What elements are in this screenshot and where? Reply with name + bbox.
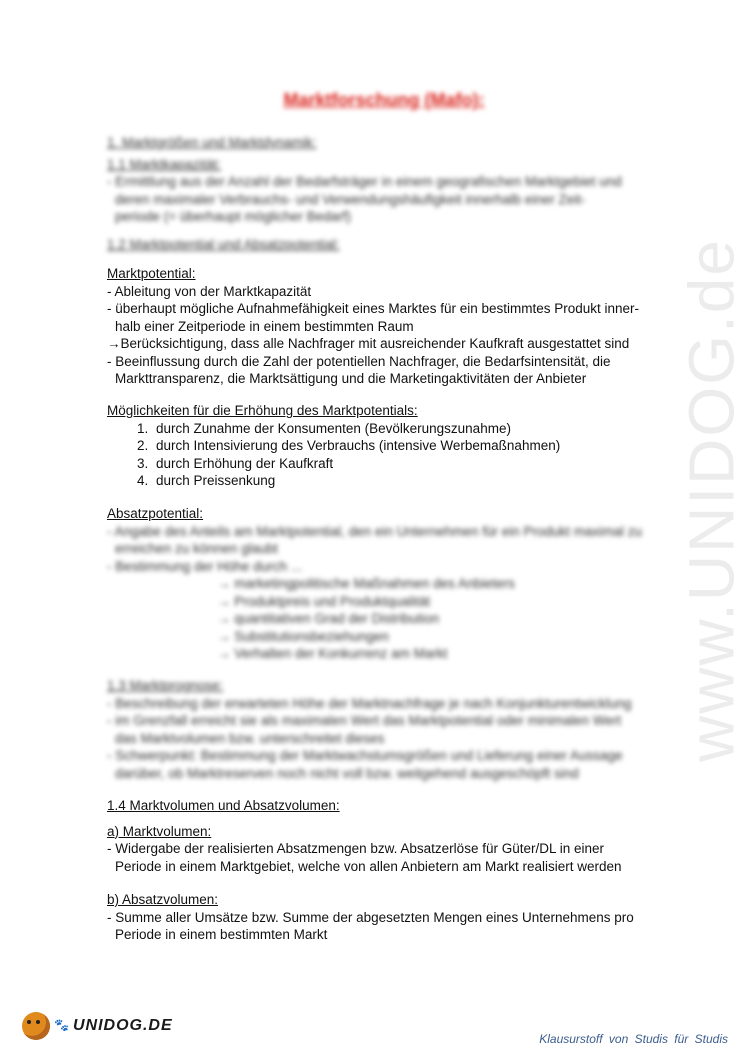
factor-item: → quantitativen Grad der Distribution [217,611,440,626]
list-item: 4. durch Preissenkung [152,472,667,490]
erhoehung-label: Möglichkeiten für die Erhöhung des Marktpotentials: [107,403,418,418]
marktprognose-section [107,677,667,782]
absatzvolumen-line: Periode in einem bestimmten Markt [115,927,328,942]
section-1-1-line: - Ermittlung aus der Anzahl der Bedarfsträger in einem geografischen Marktgebiet und [107,174,622,189]
marktpotential-line: →Berücksichtigung, dass alle Nachfrager mit ausreichender Kaufkraft ausgestattet sind [107,336,630,351]
unidog-logo[interactable] [22,1012,173,1040]
marktpotential-line: - Beeinflussung durch die Zahl der potentiellen Nachfrager, die Bedarfsintensität, die [107,353,611,369]
absatzvolumen-line: - Summe aller Umsätze bzw. Summe der abgesetzten Mengen eines Unternehmens pro [107,909,634,925]
absatzpotential-line: - Angabe des Anteils am Marktpotential, den ein Unternehmen für ein Produkt maximal zu [107,523,643,539]
marktprognose-line: das Marktvolumen bzw. unterschreitet dieses [115,730,385,746]
section-1-4-heading: 1.4 Marktvolumen und Absatzvolumen: [107,798,340,813]
footer-slogan: Klausurstoff von Studis für Studis [539,1032,728,1046]
marktprognose-heading: 1.3 Marktprognose: [107,678,224,693]
section-1-1-line: periode (= überhaupt möglicher Bedarf) [115,209,352,224]
logo-text: UNIDOG.DE [72,1017,173,1035]
marktprognose-line: - Beschreibung der erwarteten Höhe der Marktnachfrage je nach Konjunkturentwicklung [107,695,632,711]
section-1-1-heading: 1.1 Marktkapazität: [107,156,222,172]
section-1 [107,134,667,253]
list-item: 1. durch Zunahme der Konsumenten (Bevölkerungszunahme) [152,420,667,438]
marktvolumen-label: a) Marktvolumen: [107,823,212,839]
marktpotential-line: halb einer Zeitperiode in einem bestimmten Raum [115,318,414,334]
marktpotential-line: - überhaupt mögliche Aufnahmefähigkeit eines Marktes für ein bestimmtes Produkt inner- [107,301,640,316]
factor-item: → Substitutionsbeziehungen [217,628,389,644]
paw-icon: 🐾 [54,1018,69,1033]
section-1-4 [107,797,667,944]
marktprognose-line: - Schwerpunkt: Bestimmung der Marktwachstumsgrößen und Lieferung einer Aussage [107,748,623,763]
marktvolumen-line: - Widergabe der realisierten Absatzmengen bzw. Absatzerlöse für Güter/DL in einer [107,841,605,856]
absatzvolumen-label: b) Absatzvolumen: [107,892,219,907]
absatzpotential-line: - Bestimmung der Höhe durch ... [107,558,303,574]
section-1-2-heading: 1.2 Marktpotential und Absatzpotential: [107,236,340,252]
section-1-1-line: deren maximaler Verbrauchs- und Verwendungshäufigkeit innerhalb einer Zeit- [115,191,586,207]
erhoehung-section [107,402,667,490]
marktprognose-line: - im Grenzfall erreicht sie als maximalen Wert das Marktpotential oder minimalen Wert [107,713,622,728]
marktprognose-line: darüber, ob Marktreserven noch nicht voll bzw. weitgehend ausgeschöpft sind [115,765,579,781]
dog-icon [22,1012,50,1040]
watermark: www.UNIDOG.de [675,238,748,762]
factor-item: → Verhalten der Konkurrenz am Markt [217,646,448,661]
marktpotential-section [107,265,667,388]
marktvolumen-line: Periode in einem Marktgebiet, welche von allen Anbietern am Markt realisiert werden [115,858,622,874]
marktpotential-line: - Ableitung von der Marktkapazität [107,283,312,299]
marktpotential-line: Markttransparenz, die Marktsättigung und die Marketingaktivitäten der Anbieter [115,371,587,386]
list-item: 3. durch Erhöhung der Kaufkraft [152,455,667,473]
erhoehung-list [107,420,667,490]
absatzpotential-label: Absatzpotential: [107,506,204,521]
absatzpotential-line: erreichen zu können glaubt [115,541,278,556]
marktpotential-label: Marktpotential: [107,266,196,281]
section-1-heading: 1. Marktgrößen und Marktdynamik: [107,135,317,150]
factor-item: → Produktpreis und Produktqualität [217,593,431,609]
list-item: 2. durch Intensivierung des Verbrauchs (intensive Werbemaßnahmen) [152,437,667,455]
page-title: Marktforschung (Mafo): [283,90,485,110]
absatzpotential-section [107,505,667,663]
factor-item: → marketingpolitische Maßnahmen des Anbieters [217,576,515,591]
